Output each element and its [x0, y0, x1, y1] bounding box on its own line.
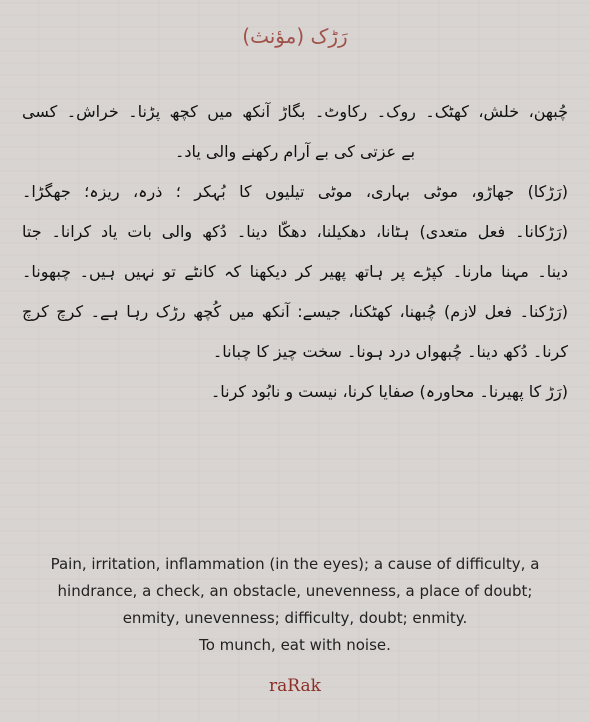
english-definition-line: Pain, irritation, inflammation (in the eyes); a cause of difficulty, a — [50, 555, 540, 573]
urdu-definition-line: (رَڑکنا۔ فعل لازم) چُبھنا، کھٹکنا، جیسے: آنکھ میں کُچھ رڑک رہا ہے۔ کرچ کرچ — [22, 302, 568, 321]
english-definition-line: enmity, unevenness; difficulty, doubt; enmity. — [122, 609, 468, 627]
headword-title: رَڑک (مؤنث) — [242, 24, 348, 48]
urdu-definition-line: دینا۔ مہنا مارنا۔ کپڑے پر ہاتھ پھیر کر دیکھنا کہ کانٹے تو نہیں ہیں۔ چبھونا۔ — [22, 262, 568, 281]
urdu-definition-line: بے عزتی کی بے آرام رکھنے والی یاد۔ — [174, 142, 416, 161]
urdu-definition-line: (رَڑکانا۔ فعل متعدی) ہٹانا، دھکیلنا، دھکّا دینا۔ دُکھ والی بات یاد کرانا۔ جتا — [22, 222, 568, 241]
english-definition — [20, 551, 570, 659]
english-definition-line: To munch, eat with noise. — [199, 636, 391, 654]
urdu-definition-line: چُبھن، خلش، کھٹک۔ روک۔ رکاوٹ۔ بگاڑ آنکھ میں کچھ پڑنا۔ خراش۔ کسی — [22, 102, 568, 121]
urdu-definition-line: کرنا۔ دُکھ دینا۔ چُبھواں درد ہونا۔ سخت چیز کا چبانا۔ — [212, 342, 568, 361]
urdu-definition-line: (رَڑ کا پھیرنا۔ محاورہ) صفایا کرنا، نیست و نابُود کرنا۔ — [210, 382, 568, 401]
english-definition-line: hindrance, a check, an obstacle, unevenness, a place of doubt; — [57, 582, 533, 600]
urdu-definition-line: (رَڑکا) جھاڑو، موٹی بہاری، موٹی تیلیوں کا بُہکر ؛ ذرہ، ریزہ؛ جھگڑا۔ — [22, 182, 568, 201]
romanized-headword: raRak — [269, 676, 321, 696]
urdu-definitions — [22, 92, 568, 412]
